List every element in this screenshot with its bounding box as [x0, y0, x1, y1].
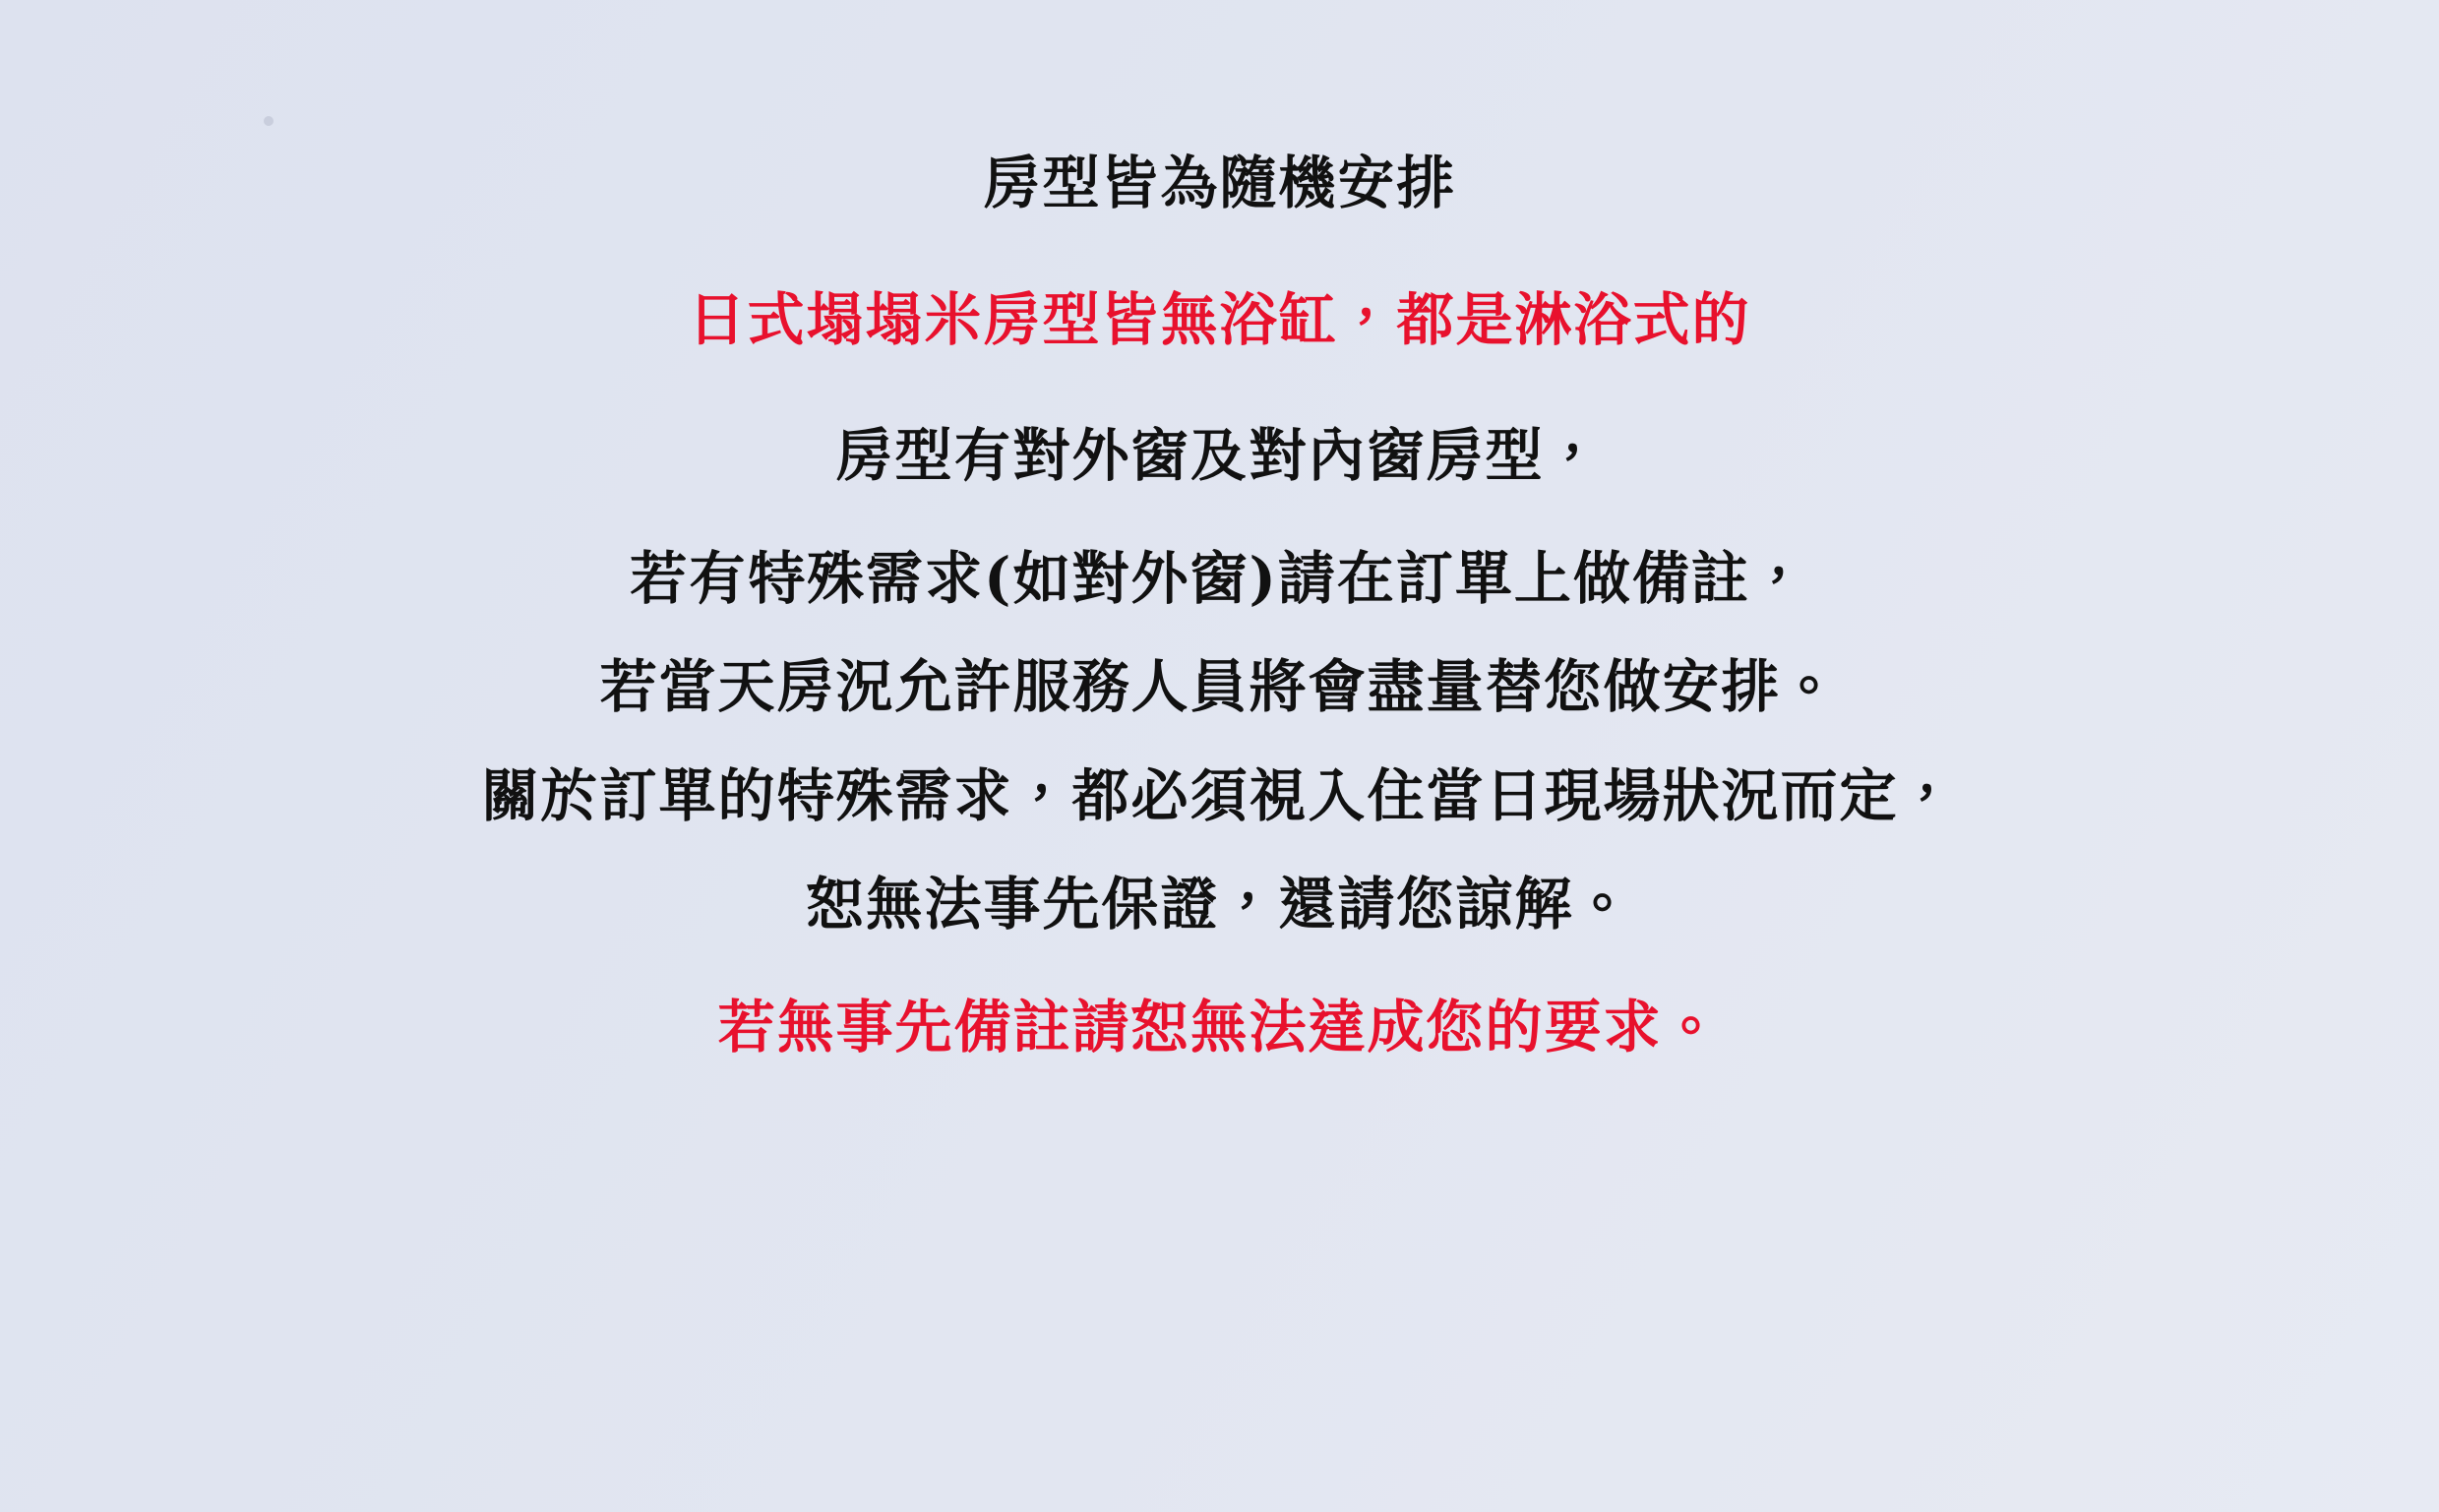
notice-line-8-highlight: 若無事先備註請恕無法達成您的要求。: [717, 993, 1722, 1060]
notice-line-3: 房型有對外窗及對內窗房型，: [835, 422, 1604, 489]
notice-line-4: 若有特殊需求(如對外窗)請在訂單上做備註，: [630, 544, 1809, 612]
notice-line-1: 房型皆為隨機安排: [983, 150, 1456, 216]
notice-line-5: 若當天房況允許服務人員將會盡量替您做安排。: [599, 653, 1840, 720]
notice-line-7: 恕無法事先保證，還請您諒解。: [806, 871, 1633, 937]
notice-line-2-highlight: 日式塌塌米房型皆無浴缸，都是淋浴式的: [688, 285, 1751, 353]
page-corner-dot: [264, 116, 274, 126]
notice-line-6: 關於訂單的特殊需求，都必須視入住當日現場狀況而定，: [481, 761, 1958, 829]
